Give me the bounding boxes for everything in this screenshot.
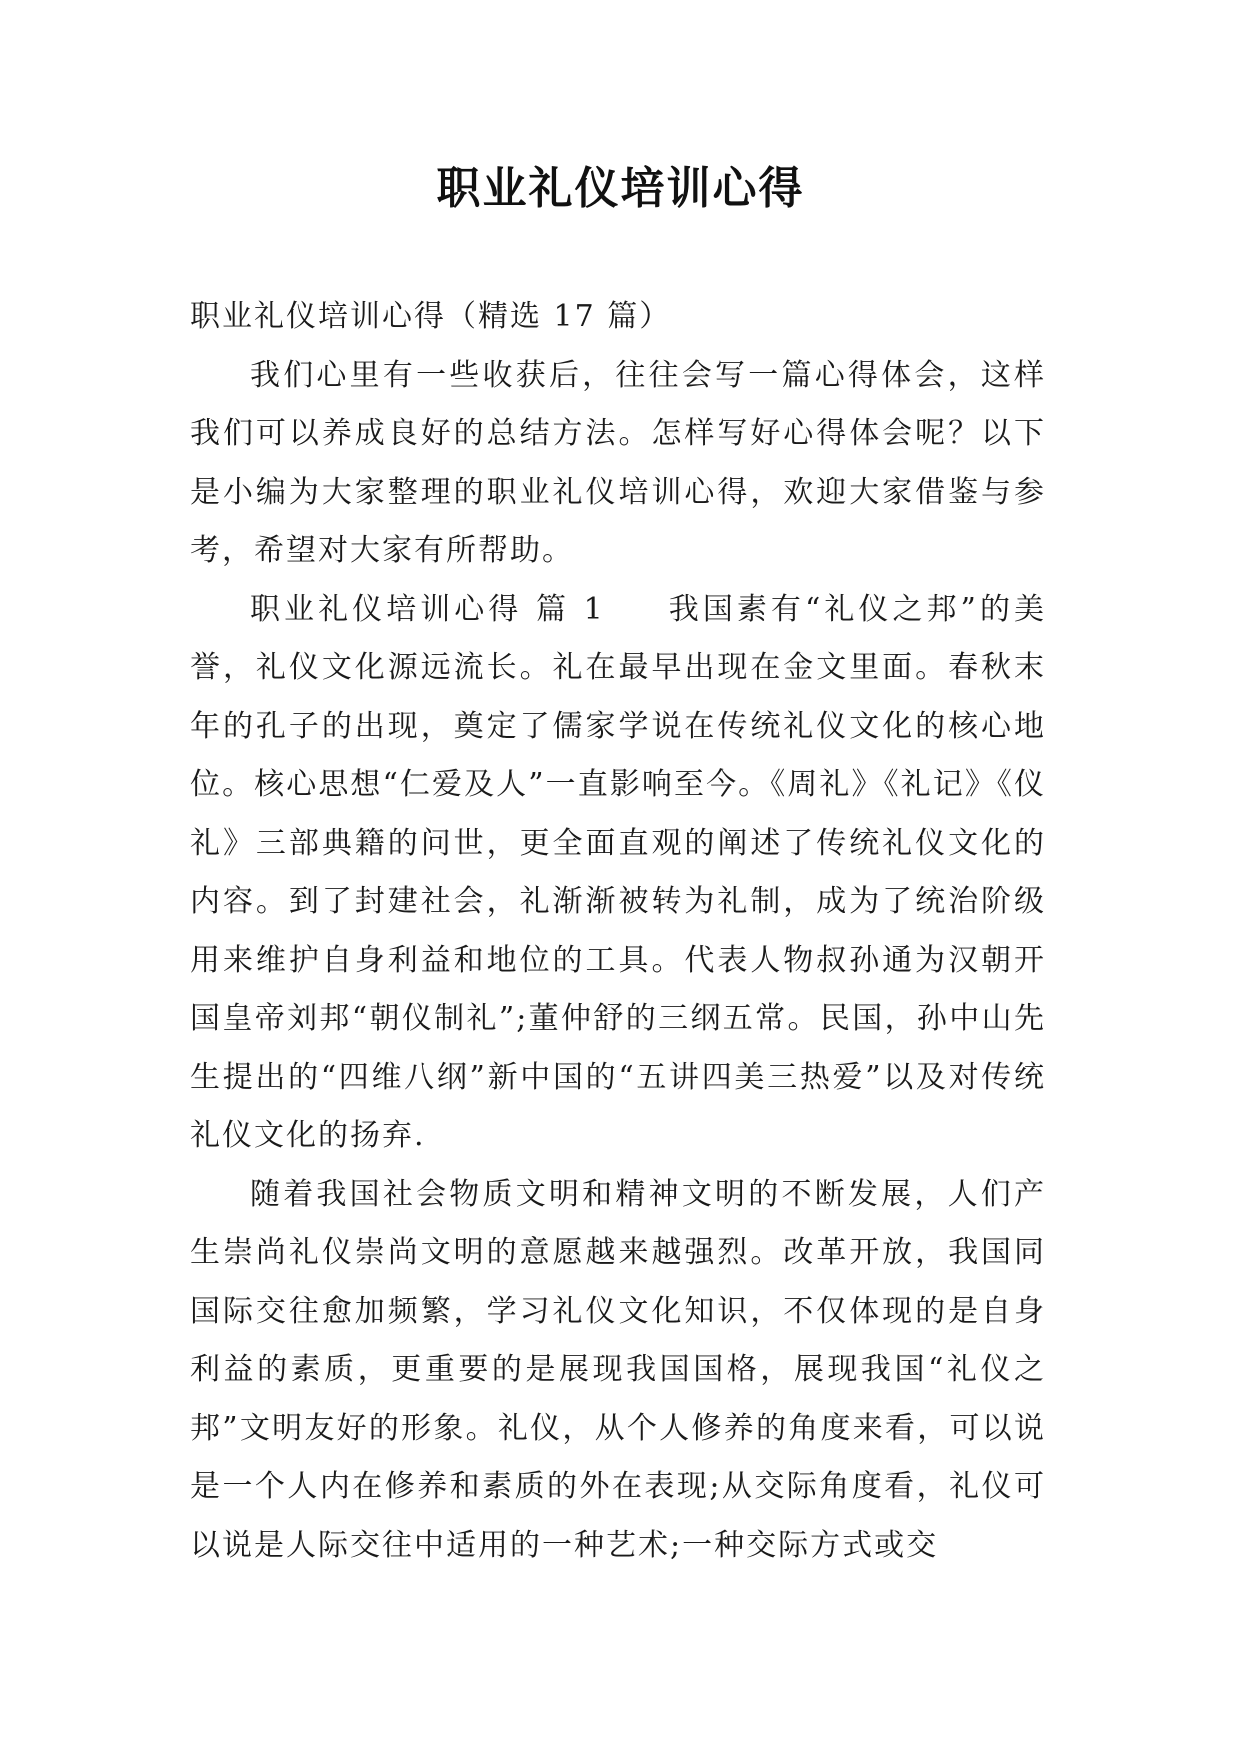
section-1-heading: 职业礼仪培训心得 篇 1: [250, 591, 605, 627]
document-body: [190, 288, 1046, 1575]
document-subtitle: 职业礼仪培训心得（精选 17 篇）: [190, 299, 672, 334]
section-1-text: 我国素有“礼仪之邦”的美誉，礼仪文化源远流长。礼在最早出现在金文里面。春秋末年的孔子的出现，奠定了儒家学说在传统礼仪文化的核心地位。核心思想“仁爱及人”一直影响至今。《周礼》《礼记》《仪礼》三部典籍的问世，更全面直观的阐述了传统礼仪文化的内容。到了封建社会，礼渐渐被转为礼制，成为了统治阶级用来维护自身利益和地位的工具。代表人物叔孙通为汉朝开国皇帝刘邦“朝仪制礼”;董仲舒的三纲五常。民国，孙中山先生提出的“四维八纲”新中国的“五讲四美三热爱”以及对传统礼仪文化的扬弃.: [190, 591, 1046, 1153]
page-title: 职业礼仪培训心得: [436, 163, 805, 214]
section-1-paragraph: [190, 581, 1046, 1166]
intro-paragraph: 我们心里有一些收获后，往往会写一篇心得体会，这样我们可以养成良好的总结方法。怎样写好心得体会呢？以下是小编为大家整理的职业礼仪培训心得，欢迎大家借鉴与参考，希望对大家有所帮助。: [190, 357, 1046, 568]
section-1-paragraph-2: 随着我国社会物质文明和精神文明的不断发展，人们产生崇尚礼仪崇尚文明的意愿越来越强烈。改革开放，我国同国际交往愈加频繁，学习礼仪文化知识，不仅体现的是自身利益的素质，更重要的是展现我国国格，展现我国“礼仪之邦”文明友好的形象。礼仪，从个人修养的角度来看，可以说是一个人内在修养和素质的外在表现;从交际角度看，礼仪可以说是人际交往中适用的一种艺术;一种交际方式或交: [190, 1176, 1046, 1563]
